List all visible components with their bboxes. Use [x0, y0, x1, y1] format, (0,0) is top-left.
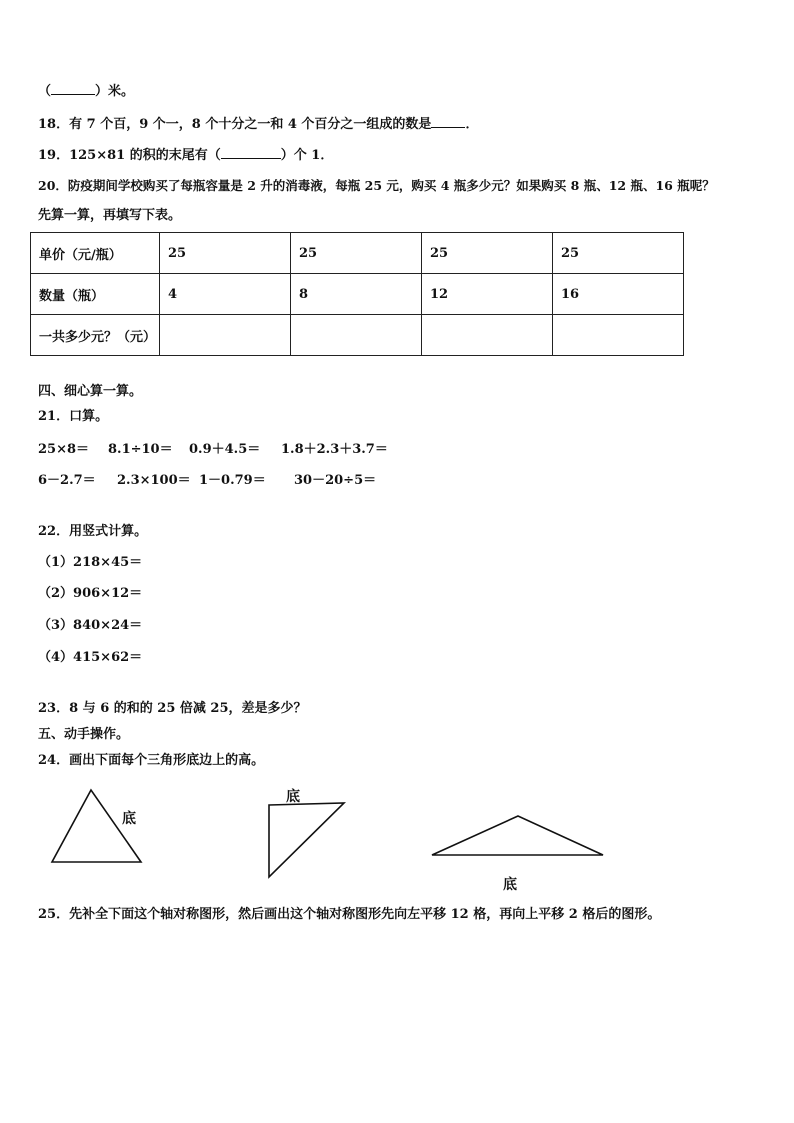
mental-calc-item: 30－20÷5＝	[294, 473, 377, 488]
triangle-2	[269, 803, 344, 877]
q20-instruction: 先算一算，再填写下表。	[38, 208, 182, 223]
q22-title: 22．用竖式计算。	[38, 524, 148, 539]
table-cell: 12	[422, 274, 553, 315]
mental-calc-item: 0.9＋4.5＝	[189, 442, 261, 457]
q24-title: 24．画出下面每个三角形底边上的高。	[38, 753, 265, 768]
q17-open-paren: （	[38, 84, 52, 99]
q19-text-after: ）个 1．	[280, 148, 334, 163]
vertical-calc-item: （3）840×24＝	[38, 618, 143, 633]
q19-text-before: 19．125×81 的积的末尾有（	[38, 148, 221, 163]
mental-calc-item: 6－2.7＝	[38, 473, 96, 488]
triangle-2-base-label: 底	[286, 789, 300, 805]
table-cell: 4	[160, 274, 291, 315]
mental-calc-item: 8.1÷10＝	[108, 442, 173, 457]
section-5-heading: 五、动手操作。	[38, 727, 130, 742]
q18-end: ．	[465, 117, 479, 132]
row-header-quantity: 数量（瓶）	[31, 274, 160, 315]
triangle-1-base-label: 底	[122, 811, 136, 827]
question-23: 23．8 与 6 的和的 25 倍减 25，差是多少？	[38, 701, 307, 716]
table-cell: 25	[422, 233, 553, 274]
row-header-total: 一共多少元？（元）	[31, 315, 160, 356]
section-4-heading: 四、细心算一算。	[38, 384, 143, 399]
mental-calc-item: 25×8＝	[38, 442, 90, 457]
q18-text: 18．有 7 个百，9 个一，8 个十分之一和 4 个百分之一组成的数是	[38, 117, 432, 132]
vertical-calc-item: （1）218×45＝	[38, 555, 143, 570]
table-cell: 16	[553, 274, 684, 315]
q17-close-text: ）米。	[95, 84, 135, 99]
mental-calc-item: 1－0.79＝	[199, 473, 266, 488]
mental-calc-item: 1.8＋2.3＋3.7＝	[281, 442, 388, 457]
table-cell: 25	[553, 233, 684, 274]
table-cell: 25	[291, 233, 422, 274]
mental-calc-item: 2.3×100＝	[117, 473, 191, 488]
q21-title: 21．口算。	[38, 409, 109, 424]
vertical-calc-item: （2）906×12＝	[38, 586, 143, 601]
table-cell: 25	[160, 233, 291, 274]
question-25: 25．先补全下面这个轴对称图形，然后画出这个轴对称图形先向左平移 12 格，再向上平移 2 格后的图形。	[38, 907, 661, 922]
vertical-calc-item: （4）415×62＝	[38, 650, 143, 665]
row-header-unit-price: 单价（元/瓶）	[31, 233, 160, 274]
table-cell: 8	[291, 274, 422, 315]
triangle-3-base-label: 底	[503, 877, 517, 893]
q20-prompt: 20．防疫期间学校购买了每瓶容量是 2 升的消毒液，每瓶 25 元，购买 4 瓶多少元？如果购买 8 瓶、12 瓶、16 瓶呢？	[38, 178, 715, 193]
triangle-3	[432, 816, 603, 855]
